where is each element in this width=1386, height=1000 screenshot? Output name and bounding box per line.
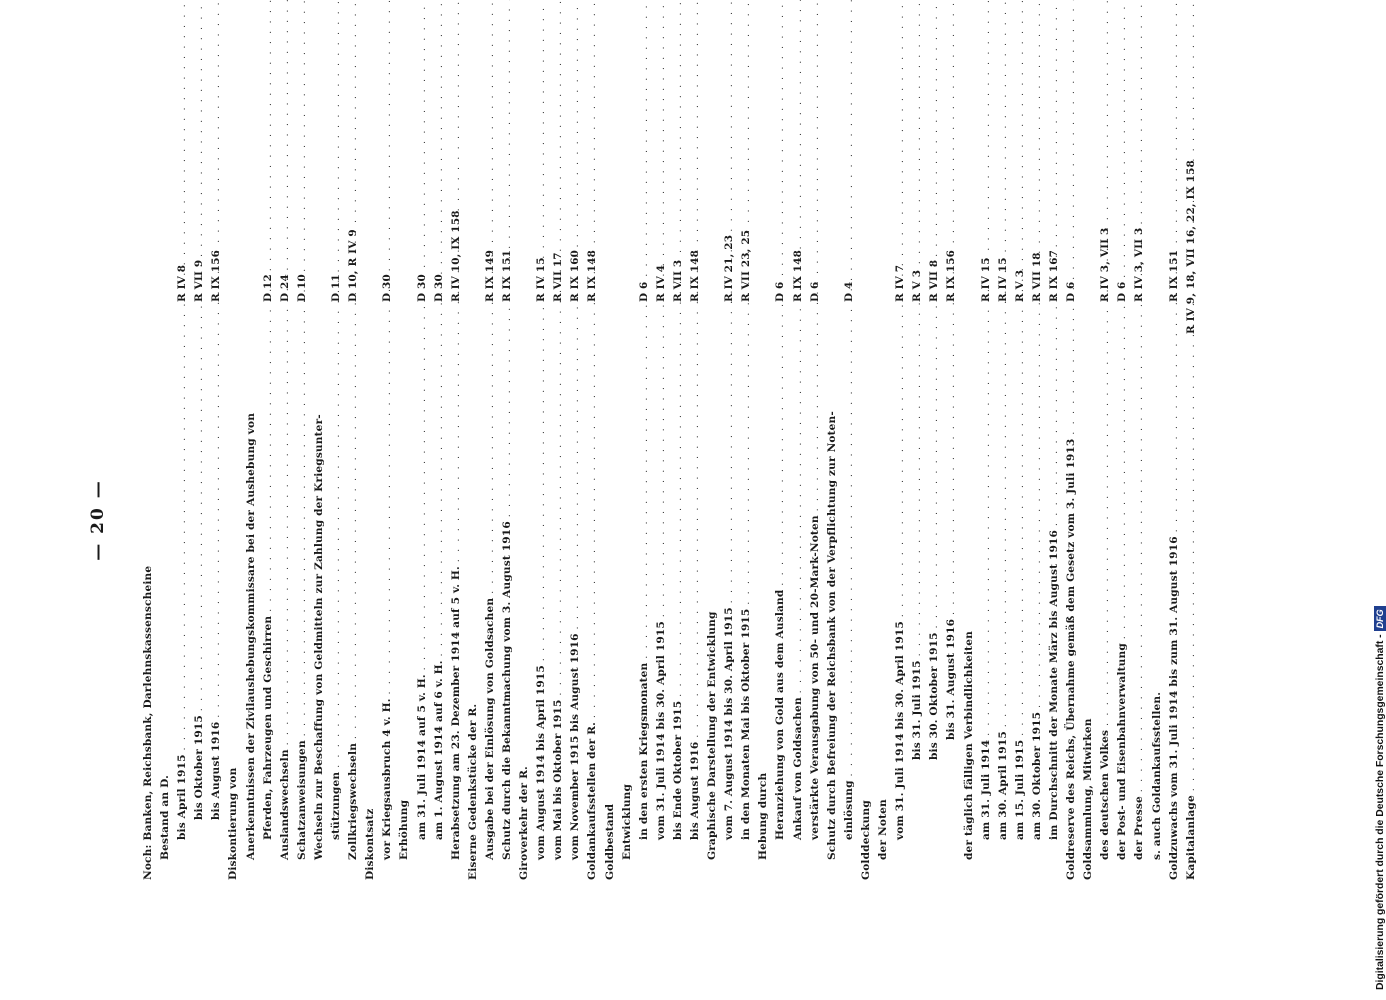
entry-reference: R IX 160: [569, 249, 582, 302]
entry-reference: D 30: [381, 274, 394, 302]
dot-leader: [1098, 306, 1115, 726]
entry-text: der täglich fälligen Verbindlichkeiten: [962, 631, 975, 860]
entry-text: Golddeckung: [859, 800, 872, 880]
entry-reference: D 24: [278, 274, 291, 302]
entry-reference: D 11: [330, 274, 343, 302]
entry-reference: D 6: [808, 281, 821, 302]
entry-text: vom 31. Juli 1914 bis 30. April 1915: [894, 621, 907, 840]
entry-reference: R IX 156: [210, 249, 223, 302]
entry-text: bis 31. August 1916: [945, 618, 958, 740]
entry-text: Zollkriegswechseln: [347, 742, 360, 860]
entry-text: s. auch Goldankaufsstellen.: [1150, 691, 1163, 860]
entry-reference: R VII 3: [671, 259, 684, 302]
dot-leader: [1167, 306, 1184, 532]
entry-text: bis August 1916: [210, 721, 223, 820]
dot-leader: [432, 306, 449, 656]
dot-leader: [1013, 306, 1030, 736]
dot-leader: [534, 306, 551, 661]
index-entry: [345, 160, 362, 880]
dfg-logo: DFG: [1374, 606, 1386, 631]
entry-text: Schatzanweisungen: [295, 740, 308, 860]
entry-reference: R IX 151: [500, 249, 513, 302]
entry-text: Goldbestand: [603, 803, 616, 880]
entry-reference: R IX 148: [791, 249, 804, 302]
entry-text: Goldsammlung, Mitwirken: [1082, 718, 1095, 880]
index-entry: [414, 160, 431, 880]
entry-reference: R IV 15: [535, 257, 548, 302]
entry-reference: D 6: [774, 281, 787, 302]
index-entry: [602, 160, 619, 880]
index-entry: [482, 160, 499, 880]
dot-leader: [209, 306, 226, 718]
entry-reference: R IX 151: [1167, 249, 1180, 302]
dot-leader: [842, 306, 859, 776]
dot-leader: [568, 306, 585, 629]
index-entry: [277, 160, 294, 880]
index-entry: [1183, 160, 1200, 880]
dot-leader: [1115, 306, 1132, 639]
entry-text: einlösung: [842, 780, 855, 840]
dot-leader: [175, 306, 192, 750]
index-entry: [670, 160, 687, 880]
dot-leader: [944, 306, 961, 615]
entry-text: vom 7. August 1914 bis 30. April 1915: [723, 607, 736, 840]
entry-text: Entwicklung: [620, 783, 633, 860]
entry-text: bis August 1916: [689, 741, 701, 840]
index-entry: [260, 160, 277, 880]
entry-text: Diskontsatz: [364, 808, 377, 880]
index-entry: [995, 160, 1012, 880]
page-number: — 20 —: [88, 479, 108, 561]
index-entry: [448, 160, 465, 880]
index-entry: [1012, 160, 1029, 880]
index-entry: [379, 160, 396, 880]
entry-text: Noch: Banken, Reichsbank, Darlehnskassenscheine: [142, 565, 154, 880]
entry-reference: R V 3: [1013, 269, 1026, 302]
entry-reference: R IV 9, 18, VII 16, 22, IX 158: [1184, 160, 1197, 334]
entry-reference: R VII 9: [193, 259, 206, 302]
dot-leader: [585, 306, 602, 718]
entry-reference: R IX 167: [1047, 249, 1060, 302]
index-entry: [926, 160, 943, 880]
dot-leader: [329, 306, 346, 768]
dot-leader: [346, 306, 363, 739]
entry-reference: D 12: [261, 274, 274, 302]
entry-text: bis Oktober 1915: [193, 715, 206, 820]
entry-reference: R V 3: [911, 269, 924, 302]
dot-leader: [500, 306, 517, 517]
dot-leader: [808, 306, 825, 511]
index-entry: [841, 160, 858, 880]
entry-text: Herabsetzung am 23. Dezember 1914 auf 5 v. H.: [449, 566, 462, 860]
entry-reference: R VII 23, 25: [740, 229, 753, 302]
index-entry: [824, 160, 841, 880]
entry-text: Erhöhung: [398, 799, 411, 860]
index-entry: [738, 160, 755, 880]
entry-text: am 15. Juli 1915: [1013, 739, 1026, 840]
dot-leader: [551, 306, 568, 695]
index-entries: [140, 160, 1200, 880]
entry-text: der Post- und Eisenbahnverwaltung: [1116, 643, 1129, 860]
index-entry: [431, 160, 448, 880]
index-entry: [1080, 160, 1097, 880]
index-entry: [721, 160, 738, 880]
index-entry: [294, 160, 311, 880]
entry-reference: R IX 148: [689, 249, 701, 302]
entry-reference: D 10: [295, 274, 308, 302]
entry-text: Diskontierung von: [227, 767, 240, 880]
dot-leader: [380, 306, 397, 694]
entry-reference: D 30: [415, 274, 428, 302]
entry-text: vom 31. Juli 1914 bis 30. April 1915: [654, 621, 667, 840]
entry-text: der Presse: [1133, 796, 1146, 860]
dot-leader: [278, 306, 295, 745]
funding-note: [1374, 606, 1386, 990]
index-entry: [328, 160, 345, 880]
index-entry: [636, 160, 653, 880]
index-entry: [807, 160, 824, 880]
entry-reference: R VII 18: [1030, 252, 1043, 302]
index-entry: [1029, 160, 1046, 880]
document-page: [88, 160, 1230, 880]
entry-text: des deutschen Volkes: [1099, 729, 1112, 860]
entry-reference: R VII 8: [928, 259, 941, 302]
entry-text: im Durchschnitt der Monate März bis August 1916: [1047, 529, 1060, 840]
index-entry: [687, 160, 704, 880]
index-entry: [191, 160, 208, 880]
entry-text: Ausgabe bei der Einlösung von Goldsachen: [483, 597, 496, 860]
entry-text: bis Ende Oktober 1915: [671, 700, 684, 840]
entry-text: vor Kriegsausbruch 4 v. H.: [381, 698, 394, 860]
index-entry: [584, 160, 601, 880]
entry-reference: R VII 17: [552, 252, 565, 302]
entry-reference: R IX 149: [483, 249, 496, 302]
dot-leader: [261, 306, 278, 612]
dot-leader: [893, 306, 910, 617]
index-entry: [892, 160, 909, 880]
dot-leader: [739, 306, 756, 605]
dot-leader: [910, 306, 927, 656]
entry-reference: R IV 4: [654, 264, 667, 302]
index-entry: [157, 160, 174, 880]
entry-reference: R IX 156: [945, 249, 958, 302]
funding-text: Digitalisierung gefördert durch die Deutsche Forschungsgemeinschaft -: [1375, 634, 1386, 990]
index-entry: [465, 160, 482, 880]
index-entry: [225, 160, 242, 880]
entry-text: Bestand an D.: [159, 775, 172, 860]
entry-text: bis April 1915: [176, 754, 189, 840]
index-entry: [1114, 160, 1131, 880]
entry-text: vom November 1915 bis August 1916: [569, 633, 582, 860]
index-entry: [909, 160, 926, 880]
entry-reference: R IV 7: [894, 264, 907, 302]
dot-leader: [1184, 338, 1201, 791]
entry-text: Eiserne Gedenkstücke der R.: [466, 703, 479, 880]
dot-leader: [671, 306, 688, 697]
entry-reference: R IV 15: [996, 257, 1009, 302]
entry-text: stützungen: [330, 771, 343, 840]
entry-text: Pferden, Fahrzeugen und Geschirren: [261, 615, 274, 840]
index-entry: [704, 160, 721, 880]
index-entry: [1097, 160, 1114, 880]
entry-text: bis 31. Juli 1915: [911, 660, 924, 760]
dot-leader: [688, 306, 705, 738]
entry-text: verstärkte Verausgabung von 50- und 20-Mark-Noten: [808, 515, 821, 840]
entry-text: Graphische Darstellung der Entwicklung: [706, 611, 719, 860]
index-entry: [499, 160, 516, 880]
dot-leader: [996, 306, 1013, 727]
entry-text: Schutz durch Befreiung der Reichsbank von der Verpflichtung zur Noten-: [825, 411, 838, 860]
dot-leader: [979, 306, 996, 736]
index-entry: [396, 160, 413, 880]
dot-leader: [1064, 306, 1081, 435]
entry-text: am 31. Juli 1914 auf 5 v. H.: [415, 674, 428, 840]
entry-text: Goldzuwachs vom 31. Juli 1914 bis zum 31. August 1916: [1167, 536, 1180, 880]
entry-text: bis 30. Oktober 1915: [928, 632, 941, 760]
index-entry: [362, 160, 379, 880]
entry-reference: R IX 148: [586, 249, 599, 302]
index-entry: [311, 160, 328, 880]
index-entry: [1046, 160, 1063, 880]
index-entry: [619, 160, 636, 880]
index-entry: [174, 160, 191, 880]
entry-reference: D 4: [842, 281, 855, 302]
index-entry: [755, 160, 772, 880]
index-entry: [1166, 160, 1183, 880]
index-entry: [772, 160, 789, 880]
entry-text: am 30. April 1915: [996, 731, 1009, 840]
entry-text: der Noten: [877, 799, 890, 860]
entry-text: Heranziehung von Gold aus dem Ausland: [774, 589, 787, 840]
entry-text: Kapitalanlage: [1184, 795, 1197, 880]
dot-leader: [773, 306, 790, 586]
entry-text: Wechseln zur Beschaffung von Geldmitteln zur Zahlung der Kriegsunter-: [312, 414, 325, 860]
index-entry: [978, 160, 995, 880]
entry-text: vom Mai bis Oktober 1915: [552, 699, 565, 860]
index-entry: [961, 160, 978, 880]
entry-reference: D 10, R IV 9: [347, 229, 360, 302]
entry-reference: R IV 15: [979, 257, 992, 302]
index-entry: [943, 160, 960, 880]
index-entry: [208, 160, 225, 880]
index-entry: [140, 160, 157, 880]
entry-text: Auslandswechseln: [278, 749, 291, 860]
entry-text: vom August 1914 bis April 1915: [535, 665, 548, 860]
dot-leader: [637, 306, 654, 659]
dot-leader: [722, 306, 739, 603]
dot-leader: [654, 306, 671, 617]
index-entry: [243, 160, 260, 880]
entry-reference: D 6: [637, 281, 650, 302]
entry-reference: R IV 21, 23: [723, 234, 736, 302]
dot-leader: [483, 306, 500, 594]
index-entry: [1131, 160, 1148, 880]
entry-text: am 31. Juli 1914: [979, 739, 992, 840]
dot-leader: [1132, 306, 1149, 792]
entry-text: in den ersten Kriegsmonaten: [637, 662, 650, 840]
index-entry: [1149, 160, 1166, 880]
index-entry: [516, 160, 533, 880]
entry-text: Goldreserve des Reichs, Übernahme gemäß dem Gesetz vom 3. Juli 1913: [1065, 438, 1078, 880]
index-entry: [550, 160, 567, 880]
dot-leader: [415, 306, 432, 670]
index-entry: [790, 160, 807, 880]
entry-reference: D 6: [1065, 281, 1078, 302]
dot-leader: [791, 306, 808, 693]
dot-leader: [1047, 306, 1064, 526]
entry-reference: R IV 3, VII 3: [1133, 227, 1146, 302]
entry-reference: R IV 3, VII 3: [1099, 227, 1112, 302]
entry-text: Ankauf von Goldsachen: [791, 697, 804, 840]
entry-text: Giroverkehr der R.: [518, 766, 531, 880]
index-entry: [858, 160, 875, 880]
entry-text: am 30. Oktober 1915: [1030, 711, 1043, 840]
entry-text: am 1. August 1914 auf 6 v. H.: [432, 660, 445, 840]
entry-text: Hebung durch: [757, 772, 770, 860]
dot-leader: [449, 306, 466, 562]
dot-leader: [1030, 306, 1047, 708]
entry-reference: D 30: [432, 274, 445, 302]
index-entry: [653, 160, 670, 880]
dot-leader: [192, 306, 209, 711]
index-entry: [567, 160, 584, 880]
entry-text: Goldankaufsstellen der R.: [586, 722, 599, 880]
dot-leader: [927, 306, 944, 628]
entry-reference: R IV 10, IX 158: [449, 210, 462, 302]
entry-reference: R IV 8: [176, 264, 189, 302]
entry-reference: D 6: [1116, 281, 1129, 302]
entry-text: Anerkenntnissen der Zivilaushebungskommissare bei der Aushebung von: [244, 412, 257, 860]
index-entry: [533, 160, 550, 880]
index-entry: [1063, 160, 1080, 880]
dot-leader: [295, 306, 312, 736]
index-entry: [875, 160, 892, 880]
entry-text: Schutz durch die Bekanntmachung vom 3. August 1916: [500, 521, 513, 860]
entry-text: in den Monaten Mai bis Oktober 1915: [740, 608, 753, 840]
